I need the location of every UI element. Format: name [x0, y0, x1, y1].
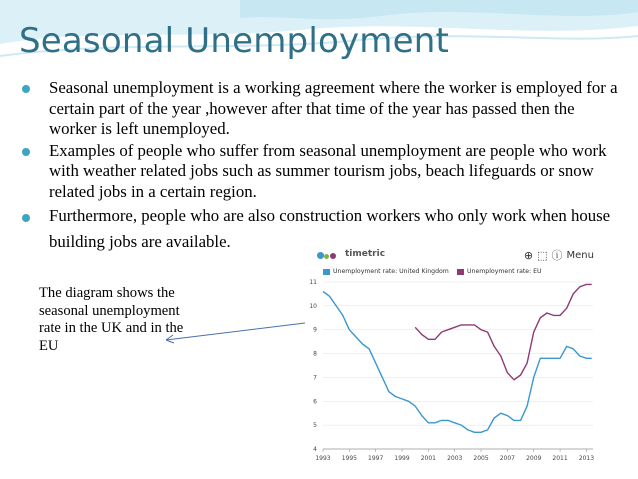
y-tick-label: 7 — [313, 374, 317, 382]
chart-menu-button[interactable]: Menu — [566, 249, 594, 261]
bullet-icon — [22, 148, 30, 156]
bullet-text: Examples of people who suffer from seasonal unemployment are people who work with weather related jobs such as summer tourism jobs, beach lifeguards or snow related jobs in a certain region. — [49, 140, 607, 201]
bullet-item — [18, 78, 618, 140]
zoom-in-icon[interactable]: ⊕ — [523, 248, 534, 262]
bullet-item — [18, 141, 618, 203]
x-tick-label: 2007 — [499, 455, 516, 462]
x-tick-label: 1999 — [394, 455, 410, 462]
x-tick-label: 2009 — [526, 455, 542, 462]
series-line-eu — [415, 284, 592, 379]
bullet-text: Furthermore, people who are also construction workers who only work when house building jobs are available. — [49, 206, 611, 251]
y-tick-label: 10 — [309, 302, 317, 310]
x-tick-label: 1997 — [368, 455, 384, 462]
x-tick-label: 2001 — [420, 455, 437, 462]
timetric-logo-icon — [317, 251, 341, 261]
bullet-icon — [22, 85, 30, 93]
fullscreen-icon[interactable]: ⬚ — [537, 248, 548, 262]
y-tick-label: 8 — [313, 350, 317, 358]
bullet-text: Seasonal unemployment is a working agreement where the worker is employed for a certain part of the year ,however after that time of the year has passed then the worker is left unemployed. — [49, 78, 618, 138]
y-tick-label: 9 — [313, 326, 317, 334]
x-tick-label: 1995 — [341, 455, 357, 462]
series-line-uk — [323, 292, 592, 433]
legend-label-uk: Unemployment rate: United Kingdom — [333, 268, 449, 275]
chart-toolbar — [524, 247, 594, 263]
chart-header — [301, 246, 600, 266]
y-tick-label: 5 — [313, 422, 317, 430]
slide-title: Seasonal Unemployment — [19, 21, 450, 61]
y-tick-label: 11 — [309, 279, 317, 286]
x-tick-label: 1993 — [315, 455, 331, 462]
brand-name: timetric — [345, 249, 386, 259]
x-tick-label: 2011 — [552, 455, 568, 462]
bullet-icon — [22, 214, 30, 222]
legend-label-eu: Unemployment rate: EU — [467, 268, 542, 275]
y-tick-label: 4 — [313, 446, 317, 453]
bullet-list — [18, 78, 618, 256]
diagram-caption: The diagram shows the seasonal unemployment rate in the UK and in the EU — [39, 285, 184, 354]
arrow-icon — [160, 318, 310, 348]
x-tick-label: 2005 — [473, 455, 489, 462]
x-tick-label: 2003 — [447, 455, 463, 462]
line-chart — [301, 274, 600, 464]
chart-panel — [301, 246, 600, 464]
x-tick-label: 2013 — [578, 455, 595, 462]
help-icon[interactable]: ⓘ — [551, 249, 563, 262]
y-tick-label: 6 — [313, 398, 317, 406]
